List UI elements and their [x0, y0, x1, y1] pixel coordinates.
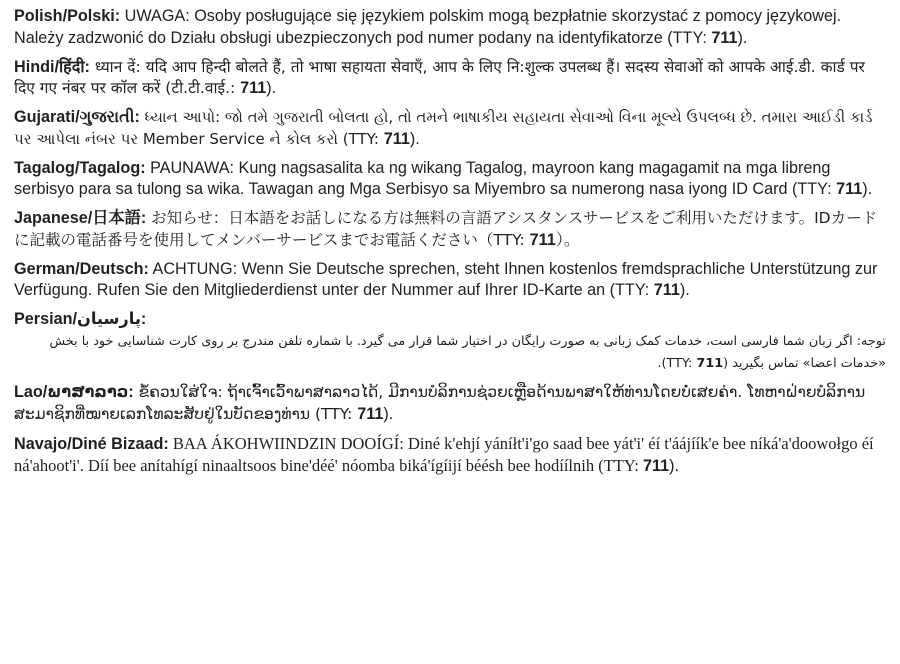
notice-text: ધ્યાન આપો: જો તમે ગુજરાતી બોલતા હો, તો તમને ભાષાકીય સહાયતા સેવાઓ વિના મૂલ્યે ઉપલબ્ધ છે. તમારા આઈડી કાર્ડ પર આપેલા નંબર પર Member Service ને કોલ કરો (TTY:	[14, 108, 873, 148]
entry-navajo	[14, 433, 886, 478]
notice-text: توجه: اگر زبان شما فارسی است، خدمات کمک زبانی به صورت رایگان در اختیار شما قرار می گیرد. با شماره تلفن مندرج بر روی کارت شناسایی خود با بخش «خدمات اعضا» تماس بگیرید (TTY:	[49, 333, 886, 371]
notice-text-rtl	[14, 331, 886, 375]
tty-number: 711	[357, 404, 384, 423]
entry-lao	[14, 382, 886, 425]
tty-number: 711	[529, 230, 556, 249]
notice-text: ACHTUNG: Wenn Sie Deutsche sprechen, steht Ihnen kostenlos fremdsprachliche Unterstützung zur Verfügung. Rufen Sie den Mitgliederdienst unter der Nummer auf Ihrer ID-Karte an (TTY:	[14, 259, 878, 299]
language-label: Polish/Polski:	[14, 7, 121, 25]
language-label: Lao/ພາສາລາວ:	[14, 383, 134, 401]
language-label: Persian/پارسیان:	[14, 310, 147, 328]
tty-number: 711	[642, 457, 670, 475]
notice-text: UWAGA: Osoby posługujące się językiem polskim mogą bezpłatnie skorzystać z pomocy językowej. Należy zadzwonić do Działu obsługi ubezpieczonych pod numer podany na identyfikatorze (TTY:	[14, 7, 842, 47]
notice-suffix: ）。	[555, 230, 581, 249]
notice-text: ध्यान दें: यदि आप हिन्दी बोलते हैं, तो भाषा सहायता सेवाएँ, आप के लिए नि:शुल्क उपलब्ध हैं। सदस्य सेवाओं को आपके आई.डी. कार्ड पर दिए गए नंबर पर कॉल करें (टी.टी.वाई.:	[14, 57, 865, 97]
notice-suffix: ).	[669, 457, 679, 475]
language-label: Navajo/Diné Bizaad:	[14, 434, 169, 453]
notice-suffix: ).	[679, 281, 690, 299]
notice-suffix: ).	[737, 28, 748, 47]
tty-number: 711	[653, 281, 680, 299]
language-label: Tagalog/Tagalog:	[14, 158, 146, 177]
notice-suffix: ).	[409, 129, 420, 148]
language-label: Hindi/हिंदी:	[14, 57, 90, 76]
language-label: Japanese/日本語:	[14, 209, 147, 227]
notice-suffix: ).	[383, 404, 394, 423]
tty-number: 711	[711, 28, 738, 47]
tty-number: 711	[836, 180, 863, 198]
notice-suffix: ).	[266, 79, 277, 97]
entry-german	[14, 259, 886, 302]
entry-polish	[14, 6, 886, 49]
language-label: German/Deutsch:	[14, 259, 149, 278]
entry-hindi	[14, 57, 886, 100]
tty-number: 711	[696, 355, 724, 371]
tty-number: 711	[240, 79, 267, 97]
entry-gujarati	[14, 107, 886, 150]
tty-number: 711	[383, 129, 410, 148]
notice-text: PAUNAWA: Kung nagsasalita ka ng wikang Tagalog, mayroon kang magagamit na mga libreng serbisyo para sa tulong sa wika. Tawagan ang Mga Serbisyo sa Miyembro sa numerong nasa iyong ID Card (TTY:	[14, 158, 837, 198]
notice-text: お知らせ：日本語をお話しになる方は無料の言語アシスタンスサービスをご利用いただけます。IDカードに記載の電話番号を使用してメンバーサービスまでお電話ください（TTY:	[14, 209, 878, 249]
entry-tagalog	[14, 158, 886, 201]
notice-text: BAA ÁKOHWIINDZIN DOOÍGÍ: Diné k'ehjí yáníłt'i'go saad bee yát'i' éí t'áájíík'e bee níká'a'doowołgo éí ná'ahoot'i'. Díí bee anítahígí ninaaltsoos bine'déé' nóomba biká'ígíijí béésh bee hodíílnih (TTY:	[14, 433, 874, 475]
entry-japanese	[14, 208, 886, 251]
notice-text: ຂໍ້ຄວນໃສ່ໃຈ: ຖ້າເຈົ້າເວົ້າພາສາລາວໄດ້, ມີການບໍລິການຊ່ວຍເຫຼືອດ້ານພາສາໃຫ້ທ່ານໂດຍບໍ່ເສຍຄ່າ. ໂທຫາຝ່າຍບໍລິການສະມາຊິກທີ່ໝາຍເລກໂທລະສັບຢູ່ໃນບັດຂອງທ່ານ (TTY:	[14, 383, 866, 423]
notice-suffix: ).	[862, 180, 873, 198]
entry-persian	[14, 309, 886, 375]
language-label: Gujarati/ગુજરાતી:	[14, 108, 140, 126]
notice-suffix: ).	[657, 355, 667, 371]
